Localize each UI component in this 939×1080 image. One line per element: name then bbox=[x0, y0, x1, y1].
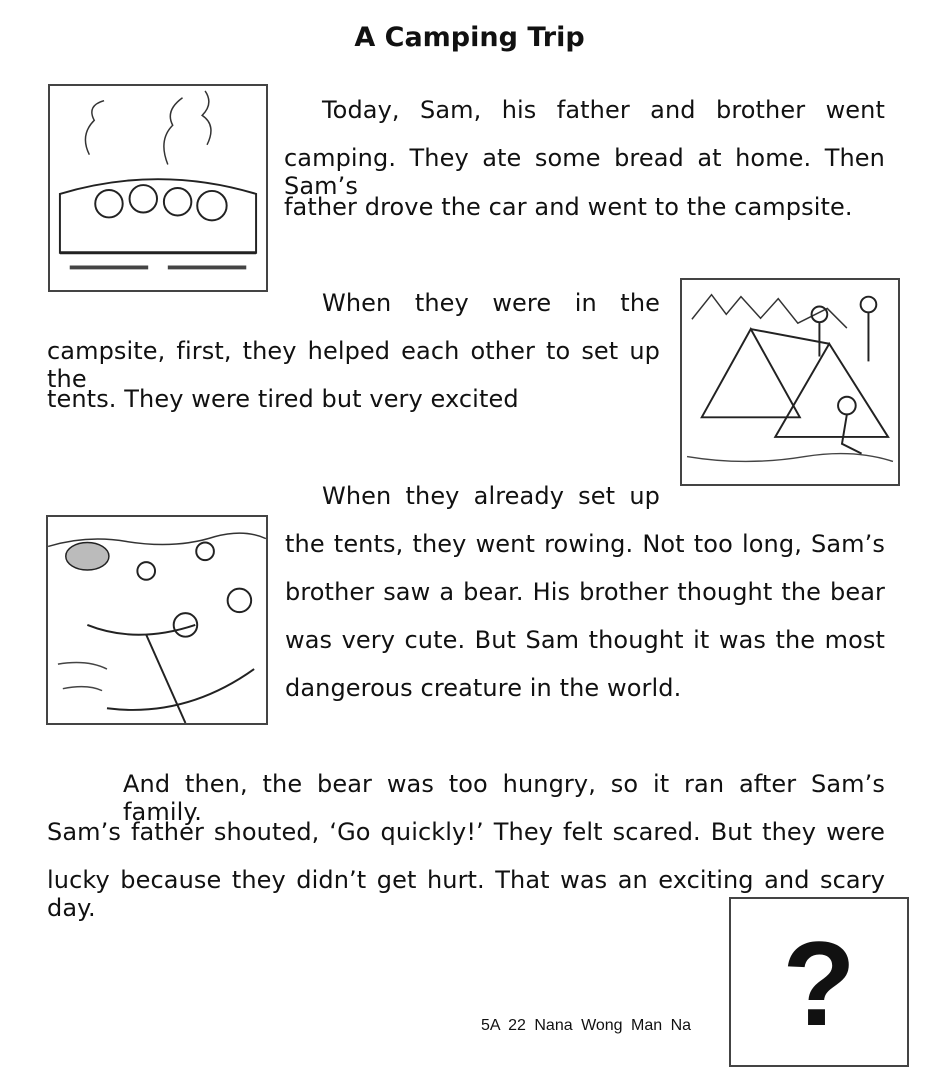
paragraph-3-line-5: dangerous creature in the world. bbox=[285, 674, 682, 702]
paragraph-1-line-3: father drove the car and went to the campsite. bbox=[284, 193, 853, 221]
paragraph-2-line-1: When they were in the bbox=[322, 289, 660, 317]
paragraph-3-line-3: brother saw a bear. His brother thought the bear bbox=[285, 578, 885, 606]
paragraph-2-line-2: campsite, first, they helped each other to set up the bbox=[47, 337, 660, 393]
paragraph-3-line-2: the tents, they went rowing. Not too long, Sam’s bbox=[285, 530, 885, 558]
paragraph-4-line-1: And then, the bear was too hungry, so it ran after Sam’s family. bbox=[123, 770, 885, 826]
question-box bbox=[729, 897, 909, 1067]
paragraph-1-line-2: camping. They ate some bread at home. Then Sam’s bbox=[284, 144, 885, 200]
page-title: A Camping Trip bbox=[354, 22, 585, 53]
author-footer: 5A 22 Nana Wong Man Na bbox=[481, 1017, 692, 1034]
paragraph-3-line-1: When they already set up bbox=[322, 482, 660, 510]
paragraph-3-line-4: was very cute. But Sam thought it was the most bbox=[285, 626, 885, 654]
paragraph-2-line-3: tents. They were tired but very excited bbox=[47, 385, 519, 413]
question-mark: ? bbox=[782, 917, 856, 1051]
tents-illustration bbox=[680, 278, 900, 486]
paragraph-4-line-2: Sam’s father shouted, ‘Go quickly!’ They felt scared. But they were bbox=[47, 818, 885, 846]
paragraph-1-line-1: Today, Sam, his father and brother went bbox=[322, 96, 885, 124]
rowing-illustration bbox=[46, 515, 268, 725]
car-illustration bbox=[48, 84, 268, 292]
paragraph-4-line-3: lucky because they didn’t get hurt. That was an exciting and scary day. bbox=[47, 866, 885, 922]
